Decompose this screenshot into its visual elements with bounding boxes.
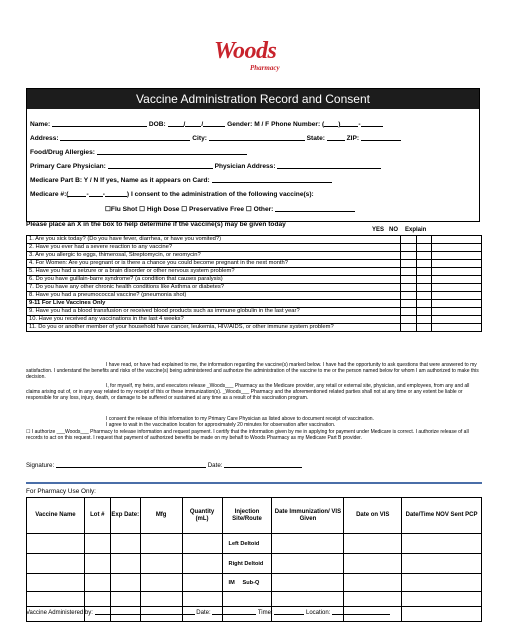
no-header: NO <box>389 227 398 233</box>
administered-location-field[interactable] <box>332 608 390 615</box>
pharmacy-table-header <box>27 498 482 534</box>
administered-time-label: Time: <box>257 610 273 616</box>
question-row <box>27 316 482 324</box>
physician-line <box>30 162 381 170</box>
question-text: 2. Have you ever had a severe reaction to any vaccine? <box>27 244 401 252</box>
consent-line-text: I consent to the administration of the following vaccine(s): <box>130 191 314 198</box>
question-text: 9. Have you had a blood transfusion or received blood products such as immune globulin in the last year? <box>27 308 401 316</box>
vaccine-options-text[interactable]: ☐Flu Shot ☐ High Dose ☐ Preservative Free ☐ Other: <box>105 206 274 213</box>
yes-checkbox[interactable] <box>401 316 416 324</box>
allergies-field[interactable] <box>97 148 247 155</box>
administered-date-field[interactable] <box>212 608 256 615</box>
dob-day-field[interactable] <box>185 120 204 128</box>
col-vaccine-name: Vaccine Name <box>27 498 85 534</box>
allergies-label: Food/Drug Allergies: <box>30 149 95 156</box>
phone-label: Phone Number: ( <box>271 121 325 128</box>
pharmacy-table-row <box>27 592 482 607</box>
dob-label: DOB: <box>148 121 166 128</box>
live-vaccines-heading: 9-11 For Live Vaccines Only <box>27 300 401 308</box>
administered-by-label: Vaccine Administered by: <box>26 610 93 616</box>
mfg-cell[interactable] <box>140 554 182 574</box>
mfg-cell[interactable] <box>140 592 182 607</box>
city-label: City: <box>192 135 207 142</box>
yes-checkbox[interactable] <box>401 268 416 276</box>
site-right-deltoid[interactable]: Right Deltoid <box>222 554 272 574</box>
zip-field[interactable] <box>361 134 401 141</box>
nov-sent-cell[interactable] <box>402 607 482 622</box>
lot-cell[interactable] <box>84 574 110 592</box>
administered-by-line <box>26 608 390 616</box>
screening-questions-table <box>26 235 482 332</box>
medicare-close: ) <box>126 191 130 198</box>
exp-date-cell[interactable] <box>110 554 140 574</box>
yes-checkbox[interactable] <box>401 284 416 292</box>
date-on-vis-cell[interactable] <box>344 554 402 574</box>
no-checkbox[interactable] <box>416 244 431 252</box>
explain-field[interactable] <box>432 292 482 300</box>
explain-field[interactable] <box>432 324 482 332</box>
question-text: 4. For Women: Are you pregnant or is there a chance you could become pregnant in the next month? <box>27 260 401 268</box>
no-checkbox[interactable] <box>416 284 431 292</box>
yes-checkbox[interactable] <box>401 252 416 260</box>
quantity-cell[interactable] <box>182 592 222 607</box>
col-injection-site: Injection Site/Route <box>222 498 272 534</box>
no-checkbox[interactable] <box>416 324 431 332</box>
vaccine-name-cell[interactable] <box>27 592 85 607</box>
logo-main-text: Woods <box>214 38 277 64</box>
question-text: 8. Have you had a pneumococcal vaccine? (pneumonia shot) <box>27 292 401 300</box>
exp-date-cell[interactable] <box>110 574 140 592</box>
site-left-deltoid[interactable]: Left Deltoid <box>222 534 272 554</box>
name-field[interactable] <box>52 120 147 127</box>
phys-address-field[interactable] <box>277 162 381 169</box>
signature-date-label: Date: <box>207 462 223 469</box>
explain-field[interactable] <box>432 260 482 268</box>
yes-header: YES <box>372 227 385 233</box>
nov-sent-cell[interactable] <box>402 534 482 554</box>
col-mfg: Mfg <box>140 498 182 534</box>
exp-date-cell[interactable] <box>110 534 140 554</box>
medicare-dash: - <box>102 191 105 198</box>
vaccine-name-cell[interactable] <box>27 574 85 592</box>
woods-pharmacy-logo <box>214 38 304 74</box>
site-cell[interactable] <box>222 592 272 607</box>
medicare-part1-field[interactable] <box>68 190 89 198</box>
phone-paren: ) <box>338 121 341 128</box>
form-title: Vaccine Administration Record and Consent <box>27 89 479 109</box>
date-on-vis-cell[interactable] <box>344 534 402 554</box>
question-text: 7. Do you have any other chronic health conditions like Asthma or diabetes? <box>27 284 401 292</box>
yes-checkbox[interactable] <box>401 244 416 252</box>
question-text: 3. Are you allergic to eggs, thimerosal, Streptomycin, or neomycin? <box>27 252 401 260</box>
address-field[interactable] <box>60 134 190 141</box>
explain-field[interactable] <box>432 252 482 260</box>
state-label: State: <box>306 135 325 142</box>
col-lot: Lot # <box>84 498 110 534</box>
no-checkbox[interactable] <box>416 260 431 268</box>
vaccine-name-cell[interactable] <box>27 534 85 554</box>
question-row <box>27 292 482 300</box>
consent-paragraph-3: I consent the release of this information to my Primary Care Physician as listed above to document receipt of vaccination. <box>106 416 374 422</box>
pcp-field[interactable] <box>108 162 213 169</box>
state-field[interactable] <box>327 134 345 141</box>
vaccine-name-cell[interactable] <box>27 554 85 574</box>
no-checkbox[interactable] <box>416 308 431 316</box>
col-quantity: Quantity (mL) <box>182 498 222 534</box>
medicare-b-line <box>30 176 332 184</box>
medicare-part2-field[interactable] <box>89 190 103 197</box>
gender-label: Gender: M / F <box>227 121 270 128</box>
no-checkbox[interactable] <box>416 236 431 244</box>
quantity-cell[interactable] <box>182 574 222 592</box>
section-divider <box>26 482 482 484</box>
date-immunization-cell[interactable] <box>272 574 344 592</box>
col-date-immunization: Date Immunization/ VIS Given <box>272 498 344 534</box>
administered-location-label: Location: <box>305 610 331 616</box>
quantity-cell[interactable] <box>182 534 222 554</box>
site-im-subq[interactable]: IM Sub-Q <box>222 574 272 592</box>
phone-prefix-field[interactable] <box>340 120 361 128</box>
patient-info-box <box>26 88 480 222</box>
explain-field[interactable] <box>432 308 482 316</box>
phone-area-field[interactable] <box>324 120 341 128</box>
logo-sub-text: Pharmacy <box>250 64 280 72</box>
quantity-cell[interactable] <box>182 554 222 574</box>
explain-field[interactable] <box>432 268 482 276</box>
name-label: Name: <box>30 121 51 128</box>
other-vaccine-field[interactable] <box>275 205 355 212</box>
consent-paragraph-4: I agree to wait in the vaccination location for approximately 20 minutes for observation after vaccination. <box>106 422 336 428</box>
consent-paragraph-1: I have read, or have had explained to me, the information regarding the vaccine(s) marked below. I have had the opportunity to ask questions that were answered to my satisfaction. I understand the benefits and risks of the vaccine(s) being administered and authorize the administration of the vaccine to me or the person named below for whom I am authorized to make this decision. <box>26 362 479 380</box>
date-on-vis-cell[interactable] <box>344 574 402 592</box>
live-vaccines-heading-row <box>27 300 482 308</box>
yes-checkbox[interactable] <box>401 308 416 316</box>
signature-label: Signature: <box>26 462 55 469</box>
dob-sep: / <box>201 121 204 128</box>
lot-cell[interactable] <box>84 554 110 574</box>
mfg-cell[interactable] <box>140 534 182 554</box>
pharmacy-vaccine-table <box>26 497 482 622</box>
no-checkbox[interactable] <box>416 252 431 260</box>
yes-checkbox[interactable] <box>401 236 416 244</box>
zip-label: ZIP: <box>346 135 360 142</box>
empty-cell <box>401 300 416 308</box>
question-row <box>27 308 482 316</box>
empty-cell <box>432 300 482 308</box>
nov-sent-cell[interactable] <box>402 592 482 607</box>
phone-line-field[interactable] <box>361 120 383 127</box>
explain-field[interactable] <box>432 236 482 244</box>
date-on-vis-cell[interactable] <box>344 592 402 607</box>
dob-month-field[interactable] <box>168 120 184 127</box>
consent-paragraph-5[interactable]: ☐ I authorize ___Woods___ Pharmacy to release information and request payment. I certify that the information given by me in applying for payment under Medicare is correct. I authorize release of all records to act on this request. I request that payment of authorized benefits be made on my behalf to Woods Pharmacy as my Medicare Part B provider. <box>26 429 469 441</box>
date-immunization-cell[interactable] <box>272 592 344 607</box>
exp-date-cell[interactable] <box>110 592 140 607</box>
administered-by-field[interactable] <box>95 608 195 615</box>
explain-header: Explain <box>405 227 427 233</box>
question-row <box>27 276 482 284</box>
vaccine-options-line <box>105 205 355 213</box>
phone-dash: - <box>358 121 361 128</box>
question-row <box>27 324 482 332</box>
administered-time-field[interactable] <box>274 608 304 615</box>
explain-field[interactable] <box>432 316 482 324</box>
yes-checkbox[interactable] <box>401 292 416 300</box>
consent-paragraph-2: I, for myself, my heirs, and executors release _Woods___ Pharmacy as the Medicare provider, any retail or external site, physician, and employees, from any and all claims arising out of, or in any way related to my receipt of this or these immunization(s). _Woods___ Pharmacy and the aforementioned related parties shall not at any time or any extent be liable or responsible for any loss, injury, death, or damage to be suffered or sustained at any time as a result of this vaccination program. <box>26 383 470 401</box>
dob-sep: / <box>183 121 186 128</box>
name-line <box>30 120 383 128</box>
question-text: 10. Have you received any vaccinations in the last 4 weeks? <box>27 316 401 324</box>
question-text: 11. Do you or another member of your household have cancer, leukemia, HIV/AIDS, or other immune system problem? <box>27 324 401 332</box>
question-row <box>27 284 482 292</box>
pharmacy-table-row <box>27 534 482 554</box>
question-text: 1. Are you sick today? (Do you have fever, diarrhea, or have you vomited?) <box>27 236 401 244</box>
dob-year-field[interactable] <box>203 120 225 127</box>
question-text: 5. Have you had a seizure or a brain disorder or other nervous system problem? <box>27 268 401 276</box>
allergies-line <box>30 148 247 156</box>
question-row <box>27 236 482 244</box>
lot-cell[interactable] <box>84 534 110 554</box>
signature-line <box>26 461 302 469</box>
explain-field[interactable] <box>432 284 482 292</box>
address-line <box>30 134 401 142</box>
col-nov-sent: Date/Time NOV Sent PCP <box>402 498 482 534</box>
pcp-label: Primary Care Physician: <box>30 163 106 170</box>
pharmacy-table-row <box>27 554 482 574</box>
medicare-b-label: Medicare Part B: Y / N If yes, Name as it appears on Card: <box>30 177 210 184</box>
medicare-name-field[interactable] <box>212 176 332 183</box>
no-checkbox[interactable] <box>416 268 431 276</box>
phys-address-label: Physician Address: <box>214 163 276 170</box>
yes-checkbox[interactable] <box>401 260 416 268</box>
explain-field[interactable] <box>432 276 482 284</box>
mfg-cell[interactable] <box>140 574 182 592</box>
signature-field[interactable] <box>56 461 206 468</box>
date-immunization-cell[interactable] <box>272 554 344 574</box>
city-field[interactable] <box>209 134 305 141</box>
question-row <box>27 268 482 276</box>
lot-cell[interactable] <box>84 592 110 607</box>
question-text: 6. Do you have guillain-barre syndrome? (a condition that causes paralysis) <box>27 276 401 284</box>
pharmacy-table-row <box>27 574 482 592</box>
no-checkbox[interactable] <box>416 292 431 300</box>
yes-checkbox[interactable] <box>401 324 416 332</box>
empty-cell <box>416 300 431 308</box>
administered-date-label: Date: <box>196 610 211 616</box>
signature-date-field[interactable] <box>224 461 302 468</box>
nov-sent-cell[interactable] <box>402 554 482 574</box>
question-row <box>27 260 482 268</box>
nov-sent-cell[interactable] <box>402 574 482 592</box>
medicare-dash: - <box>86 191 89 198</box>
no-checkbox[interactable] <box>416 276 431 284</box>
medicare-number-line <box>30 190 314 198</box>
col-date-on-vis: Date on VIS <box>344 498 402 534</box>
pharmacy-use-label: For Pharmacy Use Only: <box>26 488 96 495</box>
question-row <box>27 244 482 252</box>
explain-field[interactable] <box>432 244 482 252</box>
question-row <box>27 252 482 260</box>
yes-checkbox[interactable] <box>401 276 416 284</box>
medicare-number-label: Medicare #:( <box>30 191 69 198</box>
instructions-text: Please place an X in the box to help determine if the vaccine(s) may be given today <box>26 221 286 228</box>
medicare-part3-field[interactable] <box>102 190 130 198</box>
col-exp-date: Exp Date: <box>110 498 140 534</box>
no-checkbox[interactable] <box>416 316 431 324</box>
date-immunization-cell[interactable] <box>272 534 344 554</box>
address-label: Address: <box>30 135 59 142</box>
